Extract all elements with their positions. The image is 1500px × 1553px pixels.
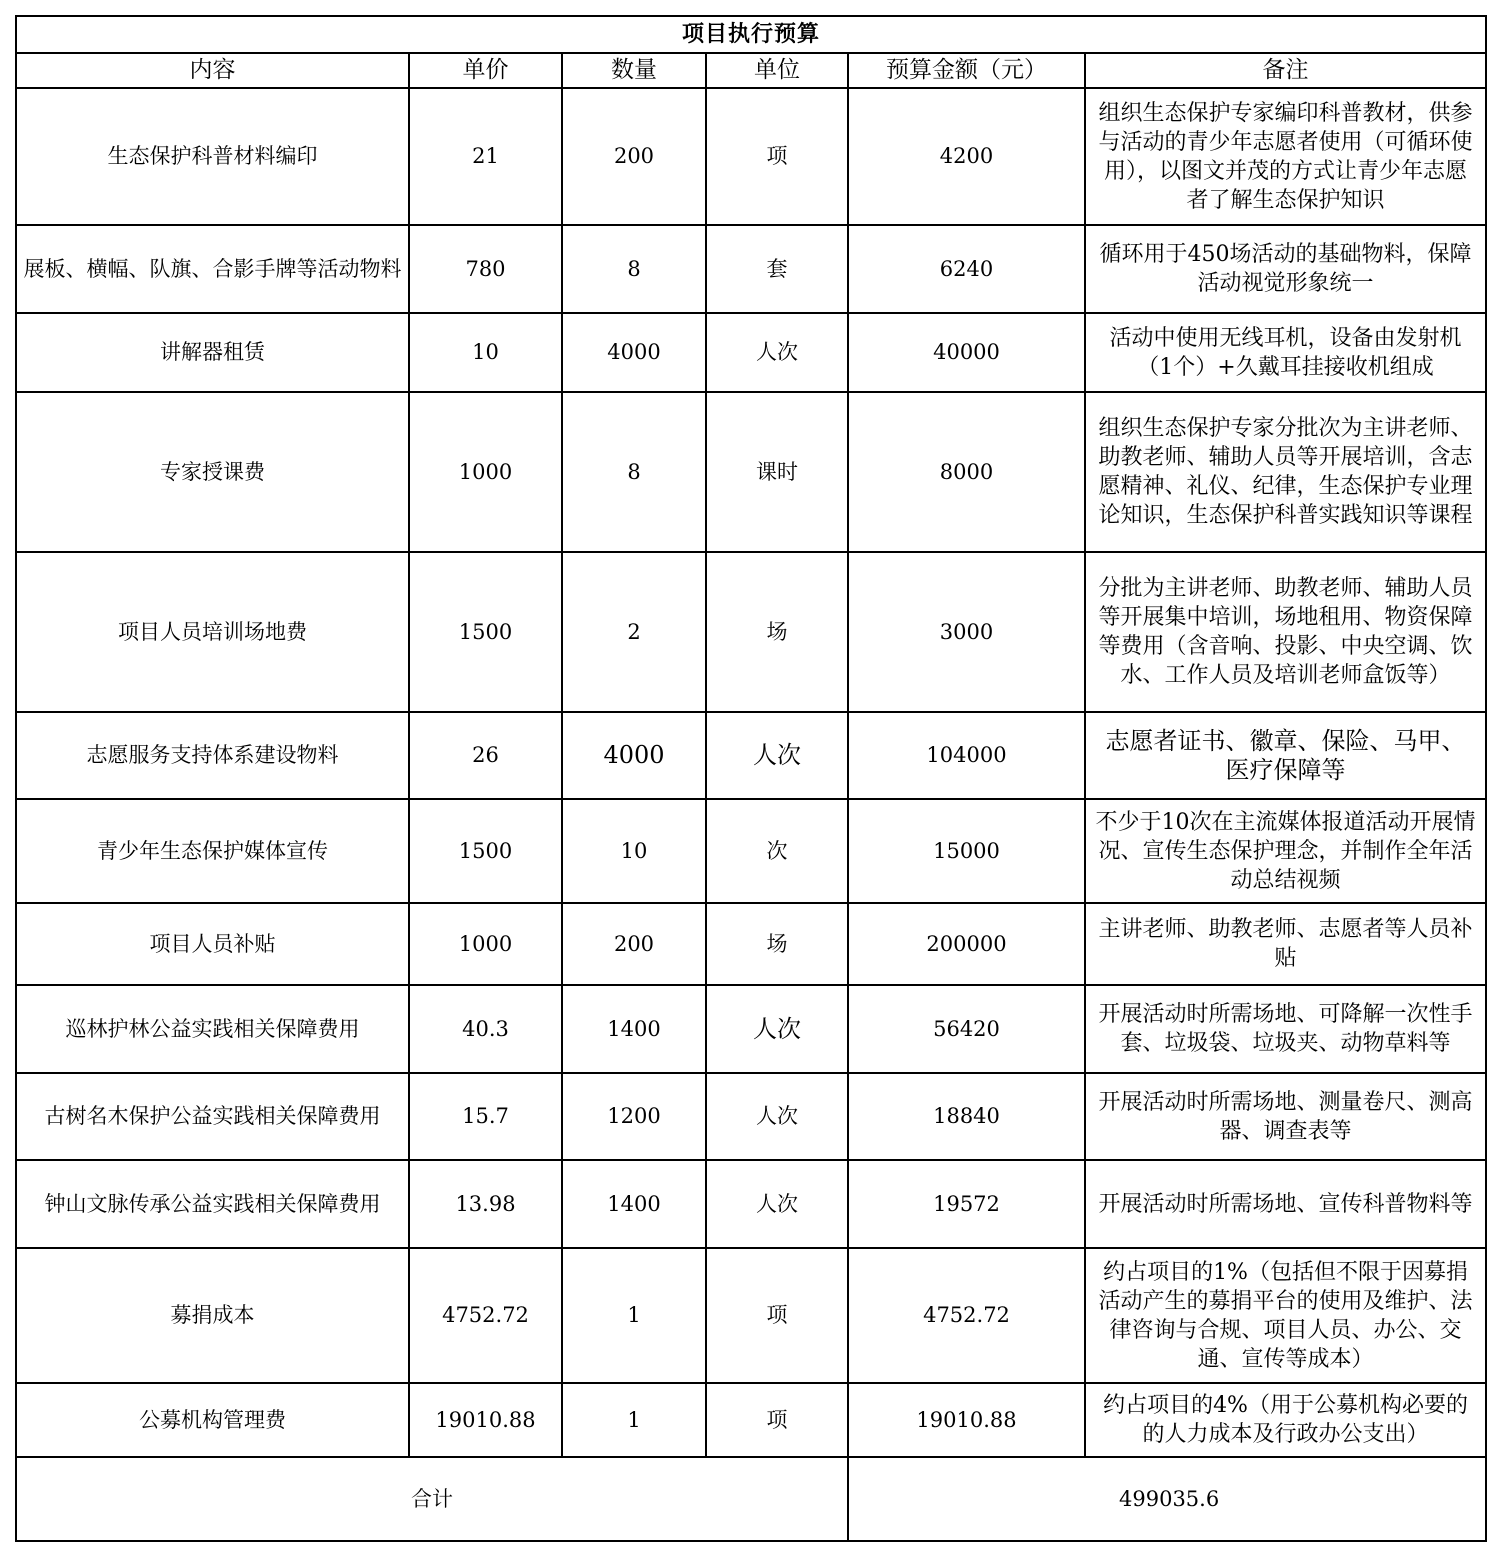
cell-quantity: 1400 <box>562 985 706 1073</box>
cell-quantity: 1 <box>562 1248 706 1383</box>
cell-amount: 18840 <box>848 1073 1085 1160</box>
cell-remark: 不少于10次在主流媒体报道活动开展情况、宣传生态保护理念，并制作全年活动总结视频 <box>1085 799 1486 903</box>
table-row <box>16 799 1486 903</box>
table-row <box>16 1248 1486 1383</box>
cell-remark: 约占项目的1%（包括但不限于因募捐活动产生的募捐平台的使用及维护、法律咨询与合规、项目人员、办公、交通、宣传等成本） <box>1085 1248 1486 1383</box>
total-row <box>16 1457 1486 1541</box>
table-row <box>16 985 1486 1073</box>
cell-remark: 组织生态保护专家分批次为主讲老师、助教老师、辅助人员等开展培训，含志愿精神、礼仪、纪律，生态保护专业理论知识，生态保护科普实践知识等课程 <box>1085 392 1486 552</box>
header-amount: 预算金额（元） <box>848 53 1085 88</box>
cell-unit: 场 <box>706 903 848 985</box>
cell-unit-price: 19010.88 <box>409 1383 562 1457</box>
title-row <box>16 16 1486 53</box>
cell-content: 巡林护林公益实践相关保障费用 <box>16 985 409 1073</box>
cell-remark: 主讲老师、助教老师、志愿者等人员补贴 <box>1085 903 1486 985</box>
cell-amount: 40000 <box>848 313 1085 392</box>
cell-content: 青少年生态保护媒体宣传 <box>16 799 409 903</box>
cell-unit: 项 <box>706 1248 848 1383</box>
total-label: 合计 <box>16 1457 848 1541</box>
table-row <box>16 225 1486 313</box>
cell-unit-price: 10 <box>409 313 562 392</box>
cell-unit-price: 26 <box>409 712 562 799</box>
table-row <box>16 552 1486 712</box>
cell-content: 专家授课费 <box>16 392 409 552</box>
cell-unit: 人次 <box>706 1073 848 1160</box>
cell-unit: 人次 <box>706 313 848 392</box>
cell-unit-price: 21 <box>409 88 562 225</box>
table-row <box>16 1160 1486 1248</box>
cell-unit-price: 1000 <box>409 392 562 552</box>
cell-content: 志愿服务支持体系建设物料 <box>16 712 409 799</box>
cell-content: 讲解器租赁 <box>16 313 409 392</box>
cell-amount: 104000 <box>848 712 1085 799</box>
cell-remark: 循环用于450场活动的基础物料，保障活动视觉形象统一 <box>1085 225 1486 313</box>
cell-amount: 3000 <box>848 552 1085 712</box>
cell-unit: 人次 <box>706 1160 848 1248</box>
cell-unit: 次 <box>706 799 848 903</box>
cell-content: 古树名木保护公益实践相关保障费用 <box>16 1073 409 1160</box>
table-row <box>16 712 1486 799</box>
cell-unit-price: 1000 <box>409 903 562 985</box>
cell-quantity: 200 <box>562 88 706 225</box>
cell-content: 募捐成本 <box>16 1248 409 1383</box>
cell-quantity: 1 <box>562 1383 706 1457</box>
table-row <box>16 1073 1486 1160</box>
cell-remark: 组织生态保护专家编印科普教材，供参与活动的青少年志愿者使用（可循环使用），以图文并茂的方式让青少年志愿者了解生态保护知识 <box>1085 88 1486 225</box>
cell-content: 展板、横幅、队旗、合影手牌等活动物料 <box>16 225 409 313</box>
cell-content: 钟山文脉传承公益实践相关保障费用 <box>16 1160 409 1248</box>
cell-unit: 人次 <box>706 985 848 1073</box>
cell-amount: 15000 <box>848 799 1085 903</box>
cell-unit: 人次 <box>706 712 848 799</box>
header-content: 内容 <box>16 53 409 88</box>
cell-unit: 项 <box>706 88 848 225</box>
cell-unit-price: 1500 <box>409 799 562 903</box>
cell-unit-price: 1500 <box>409 552 562 712</box>
cell-remark: 开展活动时所需场地、可降解一次性手套、垃圾袋、垃圾夹、动物草料等 <box>1085 985 1486 1073</box>
cell-unit: 项 <box>706 1383 848 1457</box>
cell-remark: 约占项目的4%（用于公募机构必要的的人力成本及行政办公支出） <box>1085 1383 1486 1457</box>
cell-quantity: 8 <box>562 392 706 552</box>
cell-remark: 开展活动时所需场地、宣传科普物料等 <box>1085 1160 1486 1248</box>
table-title: 项目执行预算 <box>16 16 1486 53</box>
cell-amount: 8000 <box>848 392 1085 552</box>
table-row <box>16 313 1486 392</box>
cell-quantity: 1400 <box>562 1160 706 1248</box>
table-row <box>16 903 1486 985</box>
cell-amount: 200000 <box>848 903 1085 985</box>
cell-quantity: 4000 <box>562 313 706 392</box>
cell-remark: 开展活动时所需场地、测量卷尺、测高器、调查表等 <box>1085 1073 1486 1160</box>
cell-content: 项目人员补贴 <box>16 903 409 985</box>
cell-quantity: 4000 <box>562 712 706 799</box>
cell-content: 公募机构管理费 <box>16 1383 409 1457</box>
cell-content: 生态保护科普材料编印 <box>16 88 409 225</box>
cell-unit: 场 <box>706 552 848 712</box>
cell-unit-price: 780 <box>409 225 562 313</box>
cell-unit: 课时 <box>706 392 848 552</box>
table-row <box>16 1383 1486 1457</box>
cell-quantity: 200 <box>562 903 706 985</box>
cell-unit-price: 15.7 <box>409 1073 562 1160</box>
cell-amount: 56420 <box>848 985 1085 1073</box>
header-row <box>16 53 1486 88</box>
cell-unit-price: 13.98 <box>409 1160 562 1248</box>
cell-amount: 19010.88 <box>848 1383 1085 1457</box>
cell-remark: 志愿者证书、徽章、保险、马甲、医疗保障等 <box>1085 712 1486 799</box>
table-row <box>16 392 1486 552</box>
cell-content: 项目人员培训场地费 <box>16 552 409 712</box>
cell-amount: 4200 <box>848 88 1085 225</box>
header-unit: 单位 <box>706 53 848 88</box>
total-amount: 499035.6 <box>848 1457 1486 1541</box>
cell-quantity: 8 <box>562 225 706 313</box>
header-quantity: 数量 <box>562 53 706 88</box>
cell-amount: 4752.72 <box>848 1248 1085 1383</box>
cell-unit-price: 4752.72 <box>409 1248 562 1383</box>
cell-amount: 6240 <box>848 225 1085 313</box>
cell-quantity: 10 <box>562 799 706 903</box>
cell-quantity: 1200 <box>562 1073 706 1160</box>
header-remark: 备注 <box>1085 53 1486 88</box>
cell-remark: 活动中使用无线耳机，设备由发射机（1个）+久戴耳挂接收机组成 <box>1085 313 1486 392</box>
table-row <box>16 88 1486 225</box>
cell-unit: 套 <box>706 225 848 313</box>
budget-table <box>15 15 1487 1542</box>
cell-remark: 分批为主讲老师、助教老师、辅助人员等开展集中培训，场地租用、物资保障等费用（含音响、投影、中央空调、饮水、工作人员及培训老师盒饭等） <box>1085 552 1486 712</box>
cell-amount: 19572 <box>848 1160 1085 1248</box>
header-unit-price: 单价 <box>409 53 562 88</box>
cell-unit-price: 40.3 <box>409 985 562 1073</box>
cell-quantity: 2 <box>562 552 706 712</box>
